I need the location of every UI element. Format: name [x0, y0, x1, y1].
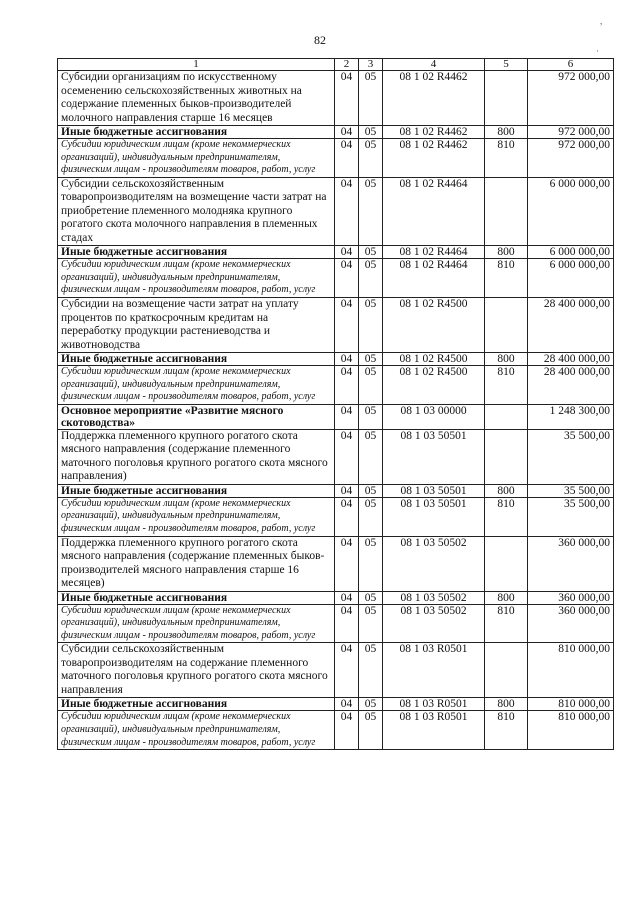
section-code-cell: 04 — [335, 643, 359, 698]
expense-type-cell: 810 — [485, 366, 528, 405]
header-cell: 4 — [383, 59, 485, 71]
table-row — [58, 246, 614, 259]
section-code-cell: 04 — [335, 126, 359, 139]
amount-cell: 810 000,00 — [528, 711, 614, 750]
target-item-code-cell: 08 1 03 50502 — [383, 604, 485, 643]
expense-type-cell — [485, 404, 528, 429]
target-item-code-cell: 08 1 03 50502 — [383, 536, 485, 591]
expense-type-cell — [485, 298, 528, 353]
target-item-code-cell: 08 1 03 R0501 — [383, 711, 485, 750]
subsection-code-cell: 05 — [359, 698, 383, 711]
table-row — [58, 139, 614, 178]
target-item-code-cell: 08 1 02 R4462 — [383, 126, 485, 139]
amount-cell: 35 500,00 — [528, 484, 614, 497]
table-row — [58, 698, 614, 711]
section-code-cell: 04 — [335, 536, 359, 591]
table-row — [58, 429, 614, 484]
table-row — [58, 366, 614, 405]
section-code-cell: 04 — [335, 711, 359, 750]
table-row — [58, 591, 614, 604]
expense-type-cell — [485, 643, 528, 698]
section-code-cell: 04 — [335, 298, 359, 353]
scan-mark: , — [600, 16, 603, 26]
amount-cell: 6 000 000,00 — [528, 246, 614, 259]
row-name-cell: Субсидии юридическим лицам (кроме некоммерческих организаций), индивидуальным предпринимателям, физическим лицам - производителям товаров, работ, услуг — [58, 497, 335, 536]
target-item-code-cell: 08 1 03 50501 — [383, 484, 485, 497]
amount-cell: 6 000 000,00 — [528, 177, 614, 246]
subsection-code-cell: 05 — [359, 126, 383, 139]
table-row — [58, 298, 614, 353]
expense-type-cell — [485, 71, 528, 126]
amount-cell: 28 400 000,00 — [528, 366, 614, 405]
target-item-code-cell: 08 1 03 R0501 — [383, 698, 485, 711]
header-cell: 3 — [359, 59, 383, 71]
page-number: 82 — [314, 33, 326, 47]
amount-cell: 972 000,00 — [528, 126, 614, 139]
header-cell: 6 — [528, 59, 614, 71]
amount-cell: 35 500,00 — [528, 497, 614, 536]
subsection-code-cell: 05 — [359, 591, 383, 604]
subsection-code-cell: 05 — [359, 366, 383, 405]
section-code-cell: 04 — [335, 497, 359, 536]
section-code-cell: 04 — [335, 353, 359, 366]
target-item-code-cell: 08 1 02 R4462 — [383, 139, 485, 178]
section-code-cell: 04 — [335, 246, 359, 259]
expense-type-cell: 810 — [485, 259, 528, 298]
expense-type-cell: 810 — [485, 604, 528, 643]
expense-type-cell — [485, 177, 528, 246]
budget-table — [57, 58, 614, 750]
amount-cell: 360 000,00 — [528, 536, 614, 591]
row-name-cell: Субсидии юридическим лицам (кроме некоммерческих организаций), индивидуальным предпринимателям, физическим лицам - производителям товаров, работ, услуг — [58, 259, 335, 298]
table-header-row — [58, 59, 614, 71]
subsection-code-cell: 05 — [359, 246, 383, 259]
row-name-cell: Основное мероприятие «Развитие мясного скотоводства» — [58, 404, 335, 429]
row-name-cell: Субсидии сельскохозяйственным товаропроизводителям на возмещение части затрат на приобретение племенного молодняка крупного рогатого скота молочного направления в племенных стадах — [58, 177, 335, 246]
section-code-cell: 04 — [335, 404, 359, 429]
subsection-code-cell: 05 — [359, 71, 383, 126]
target-item-code-cell: 08 1 02 R4464 — [383, 246, 485, 259]
row-name-cell: Иные бюджетные ассигнования — [58, 698, 335, 711]
amount-cell: 360 000,00 — [528, 591, 614, 604]
row-name-cell: Субсидии юридическим лицам (кроме некоммерческих организаций), индивидуальным предпринимателям, физическим лицам - производителям товаров, работ, услуг — [58, 366, 335, 405]
target-item-code-cell: 08 1 02 R4500 — [383, 353, 485, 366]
amount-cell: 6 000 000,00 — [528, 259, 614, 298]
amount-cell: 972 000,00 — [528, 71, 614, 126]
scan-mark: · — [596, 46, 599, 56]
amount-cell: 810 000,00 — [528, 643, 614, 698]
row-name-cell: Субсидии на возмещение части затрат на уплату процентов по краткосрочным кредитам на переработку продукции растениеводства и животноводства — [58, 298, 335, 353]
subsection-code-cell: 05 — [359, 643, 383, 698]
subsection-code-cell: 05 — [359, 259, 383, 298]
expense-type-cell: 800 — [485, 698, 528, 711]
expense-type-cell: 800 — [485, 353, 528, 366]
section-code-cell: 04 — [335, 591, 359, 604]
target-item-code-cell: 08 1 02 R4500 — [383, 366, 485, 405]
subsection-code-cell: 05 — [359, 298, 383, 353]
subsection-code-cell: 05 — [359, 497, 383, 536]
row-name-cell: Субсидии юридическим лицам (кроме некоммерческих организаций), индивидуальным предпринимателям, физическим лицам - производителям товаров, работ, услуг — [58, 139, 335, 178]
expense-type-cell — [485, 536, 528, 591]
subsection-code-cell: 05 — [359, 404, 383, 429]
table-row — [58, 711, 614, 750]
section-code-cell: 04 — [335, 698, 359, 711]
subsection-code-cell: 05 — [359, 711, 383, 750]
subsection-code-cell: 05 — [359, 139, 383, 178]
section-code-cell: 04 — [335, 71, 359, 126]
row-name-cell: Иные бюджетные ассигнования — [58, 353, 335, 366]
amount-cell: 972 000,00 — [528, 139, 614, 178]
header-cell: 1 — [58, 59, 335, 71]
expense-type-cell: 810 — [485, 711, 528, 750]
row-name-cell: Иные бюджетные ассигнования — [58, 126, 335, 139]
section-code-cell: 04 — [335, 259, 359, 298]
table-row — [58, 259, 614, 298]
subsection-code-cell: 05 — [359, 429, 383, 484]
amount-cell: 1 248 300,00 — [528, 404, 614, 429]
section-code-cell: 04 — [335, 177, 359, 246]
target-item-code-cell: 08 1 02 R4464 — [383, 177, 485, 246]
table-row — [58, 497, 614, 536]
section-code-cell: 04 — [335, 429, 359, 484]
table-row — [58, 643, 614, 698]
row-name-cell: Субсидии юридическим лицам (кроме некоммерческих организаций), индивидуальным предпринимателям, физическим лицам - производителям товаров, работ, услуг — [58, 711, 335, 750]
target-item-code-cell: 08 1 03 50501 — [383, 497, 485, 536]
table-row — [58, 404, 614, 429]
row-name-cell: Иные бюджетные ассигнования — [58, 246, 335, 259]
table-row — [58, 71, 614, 126]
amount-cell: 28 400 000,00 — [528, 353, 614, 366]
row-name-cell: Субсидии организациям по искусственному осеменению сельскохозяйственных животных на содержание племенных быков-производителей молочного направления старше 16 месяцев — [58, 71, 335, 126]
subsection-code-cell: 05 — [359, 604, 383, 643]
header-cell: 5 — [485, 59, 528, 71]
expense-type-cell: 810 — [485, 497, 528, 536]
table-row — [58, 353, 614, 366]
expense-type-cell: 800 — [485, 484, 528, 497]
target-item-code-cell: 08 1 02 R4462 — [383, 71, 485, 126]
section-code-cell: 04 — [335, 139, 359, 178]
table-row — [58, 177, 614, 246]
target-item-code-cell: 08 1 03 00000 — [383, 404, 485, 429]
amount-cell: 360 000,00 — [528, 604, 614, 643]
amount-cell: 35 500,00 — [528, 429, 614, 484]
table-row — [58, 604, 614, 643]
row-name-cell: Субсидии сельскохозяйственным товаропроизводителям на содержание племенного маточного поголовья крупного рогатого скота мясного направления — [58, 643, 335, 698]
row-name-cell: Субсидии юридическим лицам (кроме некоммерческих организаций), индивидуальным предпринимателям, физическим лицам - производителям товаров, работ, услуг — [58, 604, 335, 643]
header-cell: 2 — [335, 59, 359, 71]
row-name-cell: Иные бюджетные ассигнования — [58, 591, 335, 604]
section-code-cell: 04 — [335, 604, 359, 643]
expense-type-cell: 800 — [485, 246, 528, 259]
expense-type-cell: 800 — [485, 126, 528, 139]
table-row — [58, 536, 614, 591]
table-row — [58, 126, 614, 139]
target-item-code-cell: 08 1 03 50501 — [383, 429, 485, 484]
amount-cell: 28 400 000,00 — [528, 298, 614, 353]
subsection-code-cell: 05 — [359, 353, 383, 366]
row-name-cell: Поддержка племенного крупного рогатого скота мясного направления (содержание племенных быков-производителей мясного направления старше 16 месяцев) — [58, 536, 335, 591]
subsection-code-cell: 05 — [359, 536, 383, 591]
target-item-code-cell: 08 1 03 R0501 — [383, 643, 485, 698]
expense-type-cell: 810 — [485, 139, 528, 178]
section-code-cell: 04 — [335, 366, 359, 405]
expense-type-cell: 800 — [485, 591, 528, 604]
table-row — [58, 484, 614, 497]
expense-type-cell — [485, 429, 528, 484]
amount-cell: 810 000,00 — [528, 698, 614, 711]
target-item-code-cell: 08 1 02 R4464 — [383, 259, 485, 298]
subsection-code-cell: 05 — [359, 177, 383, 246]
row-name-cell: Поддержка племенного крупного рогатого скота мясного направления (содержание племенного маточного поголовья крупного рогатого скота мясного направления) — [58, 429, 335, 484]
section-code-cell: 04 — [335, 484, 359, 497]
target-item-code-cell: 08 1 02 R4500 — [383, 298, 485, 353]
target-item-code-cell: 08 1 03 50502 — [383, 591, 485, 604]
subsection-code-cell: 05 — [359, 484, 383, 497]
row-name-cell: Иные бюджетные ассигнования — [58, 484, 335, 497]
